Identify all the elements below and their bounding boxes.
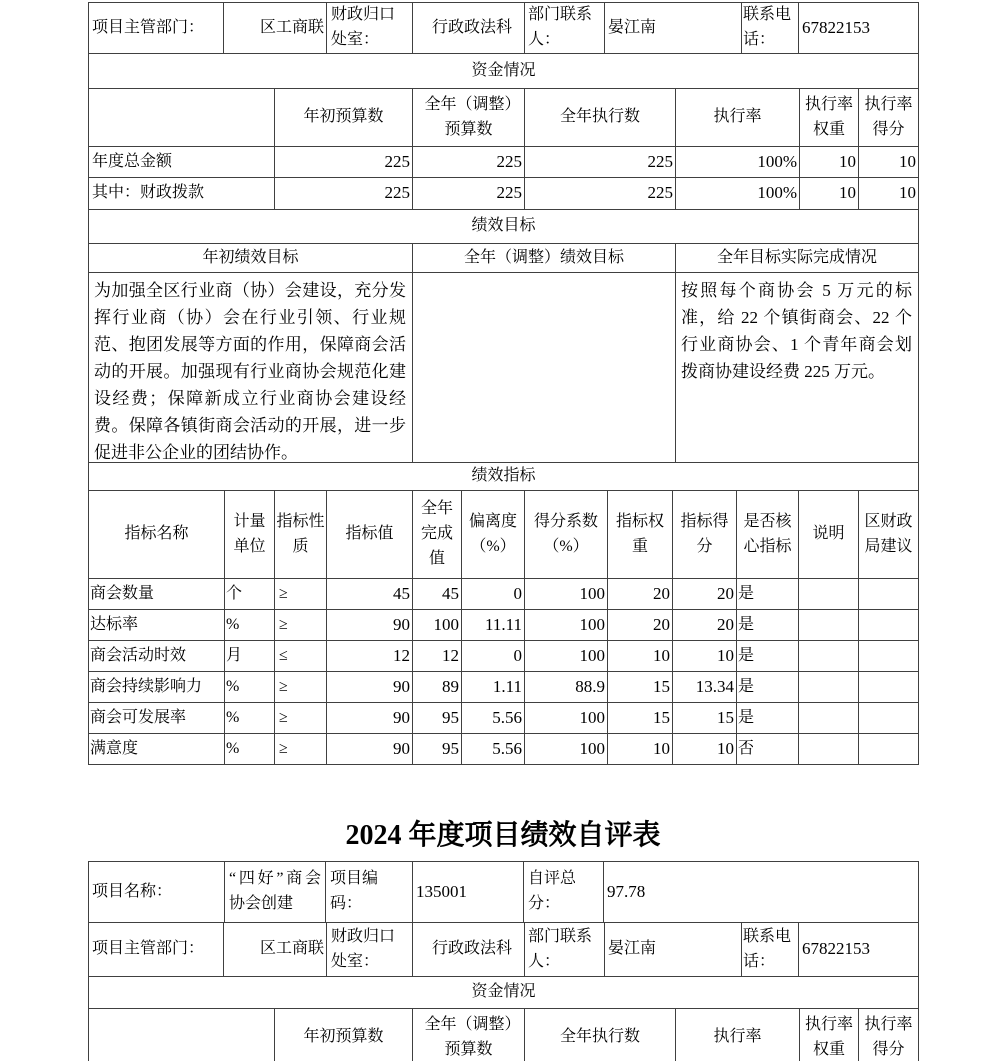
funding-header-row <box>88 88 918 146</box>
indicator-target-cell: 90 <box>326 671 412 702</box>
funding-cell-executed: 225 <box>524 177 675 209</box>
goals-header-actual: 全年目标实际完成情况 <box>675 243 918 272</box>
funding-cell-rate-score: 10 <box>858 177 918 209</box>
indicator-target-cell: 12 <box>326 640 412 671</box>
header-target-value: 指标值 <box>326 490 412 578</box>
indicator-core-cell: 否 <box>736 733 798 764</box>
indicator-score-cell: 20 <box>672 609 736 640</box>
indicator-row <box>88 702 918 733</box>
indicator-advice-cell <box>858 733 918 764</box>
indicator-target-cell: 90 <box>326 733 412 764</box>
indicator-nature-cell: ≥ <box>274 578 326 609</box>
indicator-row <box>88 671 918 702</box>
phone-label: 联系电话： <box>741 922 798 976</box>
indicator-nature-cell: ≥ <box>274 733 326 764</box>
funding-header-executed: 全年执行数 <box>524 88 675 146</box>
finance-office-value: 行政政法科 <box>412 922 524 976</box>
indicator-nature-cell: ≤ <box>274 640 326 671</box>
indicator-completed-cell: 95 <box>412 733 461 764</box>
top-eval-table <box>88 2 919 765</box>
funding-header-initial-budget: 年初预算数 <box>274 1008 412 1061</box>
indicator-score-cell: 20 <box>672 578 736 609</box>
indicator-unit-cell: % <box>224 702 274 733</box>
goals-actual-text: 按照每个商协会 5 万元的标准，给 22 个镇街商会、22 个行业商协会、1 个青年商会划拨商协建设经费 225 万元。 <box>675 272 918 462</box>
contact-value: 晏江南 <box>604 2 741 53</box>
indicator-unit-cell: 个 <box>224 578 274 609</box>
header-weight: 指标权重 <box>607 490 672 578</box>
self-score-value: 97.78 <box>603 861 918 922</box>
funding-header-empty <box>88 1008 274 1061</box>
contact-label: 部门联系人： <box>524 2 604 53</box>
funding-cell-executed: 225 <box>524 146 675 177</box>
indicator-deviation-cell: 5.56 <box>461 702 524 733</box>
goals-adjusted-text <box>412 272 675 462</box>
indicator-advice-cell <box>858 578 918 609</box>
indicator-row <box>88 609 918 640</box>
indicator-name-cell: 满意度 <box>88 733 224 764</box>
header-score: 指标得分 <box>672 490 736 578</box>
funding-header-exec-rate: 执行率 <box>675 1008 799 1061</box>
funding-section-title: 资金情况 <box>88 53 918 88</box>
supervising-dept-row <box>88 922 918 976</box>
indicator-core-cell: 是 <box>736 702 798 733</box>
indicator-unit-cell: % <box>224 733 274 764</box>
indicator-unit-cell: % <box>224 671 274 702</box>
funding-section-title: 资金情况 <box>88 976 918 1008</box>
phone-value: 67822153 <box>798 922 918 976</box>
indicator-nature-cell: ≥ <box>274 671 326 702</box>
dept-label: 项目主管部门： <box>88 922 223 976</box>
funding-header-initial-budget: 年初预算数 <box>274 88 412 146</box>
indicator-coefficient-cell: 88.9 <box>524 671 607 702</box>
indicator-advice-cell <box>858 609 918 640</box>
dept-label: 项目主管部门： <box>88 2 223 53</box>
indicator-weight-cell: 10 <box>607 733 672 764</box>
funding-cell-rate-score: 10 <box>858 146 918 177</box>
project-name-row <box>88 861 918 922</box>
indicator-deviation-cell: 5.56 <box>461 733 524 764</box>
indicator-name-cell: 商会活动时效 <box>88 640 224 671</box>
indicator-deviation-cell: 0 <box>461 640 524 671</box>
goals-content-row <box>88 272 918 462</box>
funding-header-rate-score: 执行率得分 <box>858 88 918 146</box>
indicator-weight-cell: 20 <box>607 578 672 609</box>
funding-row-total <box>88 146 918 177</box>
header-completed-value: 全年完成值 <box>412 490 461 578</box>
indicator-weight-cell: 15 <box>607 702 672 733</box>
header-score-coefficient: 得分系数（%） <box>524 490 607 578</box>
funding-header-exec-rate: 执行率 <box>675 88 799 146</box>
phone-value: 67822153 <box>798 2 918 53</box>
indicator-score-cell: 13.34 <box>672 671 736 702</box>
funding-row-fiscal <box>88 177 918 209</box>
funding-section-row <box>88 53 918 88</box>
goals-initial-text: 为加强全区行业商（协）会建设，充分发挥行业商（协）会在行业引领、行业规范、抱团发展等方面的作用，保障商会活动的开展。加强现有行业商协会规范化建设经费；保障新成立行业商协会建设经费。保障各镇街商会活动的开展，进一步促进非公企业的团结协作。 <box>88 272 412 462</box>
indicator-nature-cell: ≥ <box>274 609 326 640</box>
funding-cell-exec-rate: 100% <box>675 177 799 209</box>
contact-label: 部门联系人： <box>524 922 604 976</box>
indicator-deviation-cell: 0 <box>461 578 524 609</box>
funding-header-rate-weight: 执行率权重 <box>799 1008 858 1061</box>
indicator-note-cell <box>798 702 858 733</box>
header-deviation: 偏离度（%） <box>461 490 524 578</box>
indicator-deviation-cell: 1.11 <box>461 671 524 702</box>
goals-header-adjusted: 全年（调整）绩效目标 <box>412 243 675 272</box>
finance-office-value: 行政政法科 <box>412 2 524 53</box>
indicator-name-cell: 商会可发展率 <box>88 702 224 733</box>
project-code-value: 135001 <box>412 861 523 922</box>
indicator-target-cell: 90 <box>326 702 412 733</box>
indicator-name-cell: 达标率 <box>88 609 224 640</box>
indicator-unit-cell: 月 <box>224 640 274 671</box>
indicator-weight-cell: 20 <box>607 609 672 640</box>
indicators-header-row <box>88 490 918 578</box>
supervising-dept-row <box>88 2 918 53</box>
indicator-score-cell: 10 <box>672 733 736 764</box>
indicator-note-cell <box>798 609 858 640</box>
project-name-value: “四好”商会协会创建 <box>224 861 325 922</box>
funding-cell-adjusted-budget: 225 <box>412 146 524 177</box>
finance-office-label: 财政归口处室： <box>326 2 412 53</box>
dept-value: 区工商联 <box>223 2 326 53</box>
indicator-row <box>88 578 918 609</box>
goals-section-title: 绩效目标 <box>88 209 918 243</box>
dept-value: 区工商联 <box>223 922 326 976</box>
funding-header-row <box>88 1008 918 1061</box>
indicator-note-cell <box>798 671 858 702</box>
indicator-completed-cell: 45 <box>412 578 461 609</box>
indicator-score-cell: 15 <box>672 702 736 733</box>
project-code-label: 项目编码： <box>325 861 412 922</box>
goals-section-row <box>88 209 918 243</box>
finance-office-label: 财政归口处室： <box>326 922 412 976</box>
contact-value: 晏江南 <box>604 922 741 976</box>
indicator-note-cell <box>798 578 858 609</box>
funding-cell-exec-rate: 100% <box>675 146 799 177</box>
header-bureau-advice: 区财政局建议 <box>858 490 918 578</box>
funding-header-rate-score: 执行率得分 <box>858 1008 918 1061</box>
indicator-note-cell <box>798 733 858 764</box>
indicator-coefficient-cell: 100 <box>524 640 607 671</box>
funding-row-label: 其中：财政拨款 <box>88 177 274 209</box>
goals-header-initial: 年初绩效目标 <box>88 243 412 272</box>
indicator-core-cell: 是 <box>736 671 798 702</box>
header-indicator-name: 指标名称 <box>88 490 224 578</box>
indicator-completed-cell: 100 <box>412 609 461 640</box>
indicator-deviation-cell: 11.11 <box>461 609 524 640</box>
funding-cell-initial-budget: 225 <box>274 177 412 209</box>
indicators-section-row <box>88 462 918 490</box>
indicator-coefficient-cell: 100 <box>524 733 607 764</box>
indicator-score-cell: 10 <box>672 640 736 671</box>
indicators-section-title: 绩效指标 <box>88 462 918 490</box>
indicator-row <box>88 733 918 764</box>
phone-label: 联系电话： <box>741 2 798 53</box>
funding-cell-rate-weight: 10 <box>799 146 858 177</box>
header-note: 说明 <box>798 490 858 578</box>
indicator-completed-cell: 95 <box>412 702 461 733</box>
indicator-core-cell: 是 <box>736 640 798 671</box>
funding-cell-initial-budget: 225 <box>274 146 412 177</box>
project-name-label: 项目名称： <box>88 861 224 922</box>
goals-header-row <box>88 243 918 272</box>
indicator-coefficient-cell: 100 <box>524 578 607 609</box>
indicator-core-cell: 是 <box>736 578 798 609</box>
funding-cell-rate-weight: 10 <box>799 177 858 209</box>
funding-header-rate-weight: 执行率权重 <box>799 88 858 146</box>
indicator-weight-cell: 10 <box>607 640 672 671</box>
indicator-completed-cell: 12 <box>412 640 461 671</box>
indicator-name-cell: 商会数量 <box>88 578 224 609</box>
funding-header-adjusted-budget: 全年（调整）预算数 <box>412 88 524 146</box>
indicator-nature-cell: ≥ <box>274 702 326 733</box>
indicator-note-cell <box>798 640 858 671</box>
indicator-advice-cell <box>858 671 918 702</box>
funding-header-executed: 全年执行数 <box>524 1008 675 1061</box>
funding-cell-adjusted-budget: 225 <box>412 177 524 209</box>
indicator-advice-cell <box>858 702 918 733</box>
indicator-core-cell: 是 <box>736 609 798 640</box>
indicator-target-cell: 45 <box>326 578 412 609</box>
funding-header-empty <box>88 88 274 146</box>
funding-header-adjusted-budget: 全年（调整）预算数 <box>412 1008 524 1061</box>
header-unit: 计量单位 <box>224 490 274 578</box>
indicator-row <box>88 640 918 671</box>
indicator-completed-cell: 89 <box>412 671 461 702</box>
page-title: 2024 年度项目绩效自评表 <box>345 820 661 851</box>
indicator-name-cell: 商会持续影响力 <box>88 671 224 702</box>
indicator-weight-cell: 15 <box>607 671 672 702</box>
bottom-eval-table <box>88 861 919 1061</box>
indicator-coefficient-cell: 100 <box>524 609 607 640</box>
indicator-coefficient-cell: 100 <box>524 702 607 733</box>
header-is-core: 是否核心指标 <box>736 490 798 578</box>
indicator-unit-cell: % <box>224 609 274 640</box>
self-score-label: 自评总分： <box>523 861 603 922</box>
funding-row-label: 年度总金额 <box>88 146 274 177</box>
funding-section-row <box>88 976 918 1008</box>
indicator-advice-cell <box>858 640 918 671</box>
indicator-target-cell: 90 <box>326 609 412 640</box>
header-nature: 指标性质 <box>274 490 326 578</box>
